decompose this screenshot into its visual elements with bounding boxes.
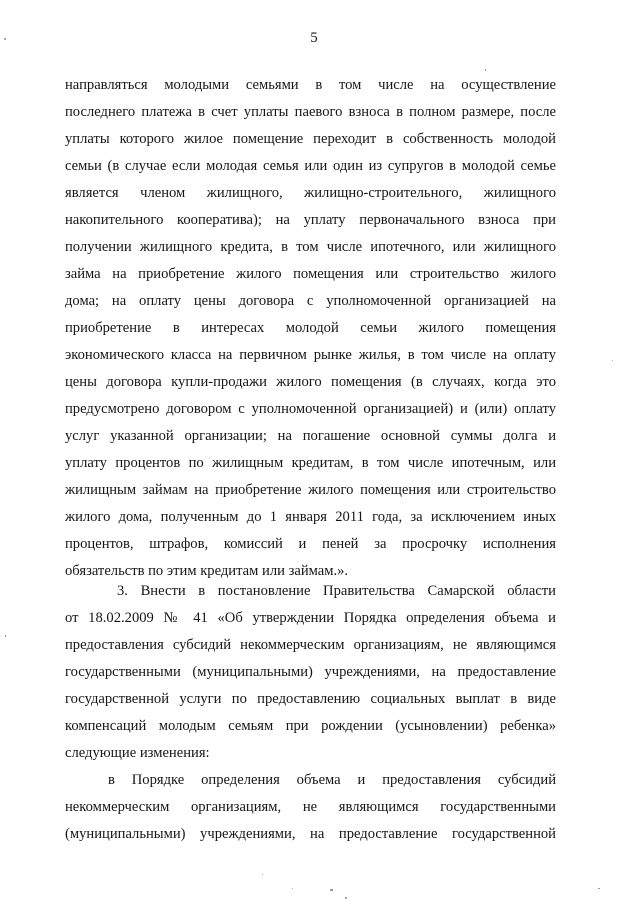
text-line: услуг указанной организации; на погашение основной суммы долга и <box>65 428 556 444</box>
text-line: жилищным займам на приобретение жилого помещения или строительство <box>65 482 556 498</box>
text-line: компенсаций молодым семьям при рождении (усыновлении) ребенка» <box>65 718 556 734</box>
text-line: направляться молодыми семьями в том числе на осуществление <box>65 77 556 93</box>
scan-speck <box>5 635 6 637</box>
scan-speck <box>262 874 263 875</box>
scan-speck <box>345 897 347 899</box>
text-line: экономического класса на первичном рынке жилья, в том числе на оплату <box>65 347 556 363</box>
text-line: семьи (в случае если молодая семья или один из супругов в молодой семье <box>65 158 556 174</box>
text-line: получении жилищного кредита, в том числе ипотечного, или жилищного <box>65 239 556 255</box>
text-line: обязательств по этим кредитам или займам.». <box>65 563 349 579</box>
page-number: 5 <box>310 30 318 46</box>
text-line: некоммерческим организациям, не являющимся государственными <box>65 799 556 815</box>
scan-speck <box>612 360 613 361</box>
text-line: уплату процентов по жилищным кредитам, в том числе ипотечным, или <box>65 455 556 471</box>
text-line: в Порядке определения объема и предоставления субсидий <box>108 772 556 788</box>
text-line: 3. Внести в постановление Правительства Самарской области <box>117 583 556 599</box>
text-line: государственными (муниципальными) учреждениями, на предоставление <box>65 664 556 680</box>
text-line: цены договора купли-продажи жилого помещения (в случаях, когда это <box>65 374 556 390</box>
text-line: является членом жилищного, жилищно-строительного, жилищного <box>65 185 556 201</box>
scan-speck <box>598 888 600 889</box>
paragraph-continuation <box>65 72 556 585</box>
text-line: процентов, штрафов, комиссий и пеней за просрочку исполнения <box>65 536 556 552</box>
text-line: от 18.02.2009 № 41 «Об утверждении Порядка определения объема и <box>65 610 556 626</box>
text-line: следующие изменения: <box>65 745 210 761</box>
paragraph-procedure <box>65 767 556 848</box>
scan-speck <box>485 69 486 71</box>
scan-speck <box>330 889 333 891</box>
text-line: накопительного кооператива); на уплату первоначального взноса при <box>65 212 556 228</box>
text-line: приобретение в интересах молодой семьи жилого помещения <box>65 320 556 336</box>
text-line: последнего платежа в счет уплаты паевого взноса в полном размере, после <box>65 104 556 120</box>
text-line: государственной услуги по предоставлению социальных выплат в виде <box>65 691 556 707</box>
paragraph-item-3 <box>65 578 556 767</box>
text-line: предусмотрено договором с уполномоченной организацией) и (или) оплату <box>65 401 556 417</box>
scan-speck <box>4 38 6 40</box>
text-line: дома; на оплату цены договора с уполномоченной организацией на <box>65 293 556 309</box>
text-line: предоставления субсидий некоммерческим организациям, не являющимся <box>65 637 556 653</box>
text-line: жилого дома, полученным до 1 января 2011 года, за исключением иных <box>65 509 556 525</box>
scan-speck <box>292 888 293 889</box>
text-line: займа на приобретение жилого помещения или строительство жилого <box>65 266 556 282</box>
text-line: уплаты которого жилое помещение переходит в собственность молодой <box>65 131 556 147</box>
text-line: (муниципальными) учреждениями, на предоставление государственной <box>65 826 556 842</box>
